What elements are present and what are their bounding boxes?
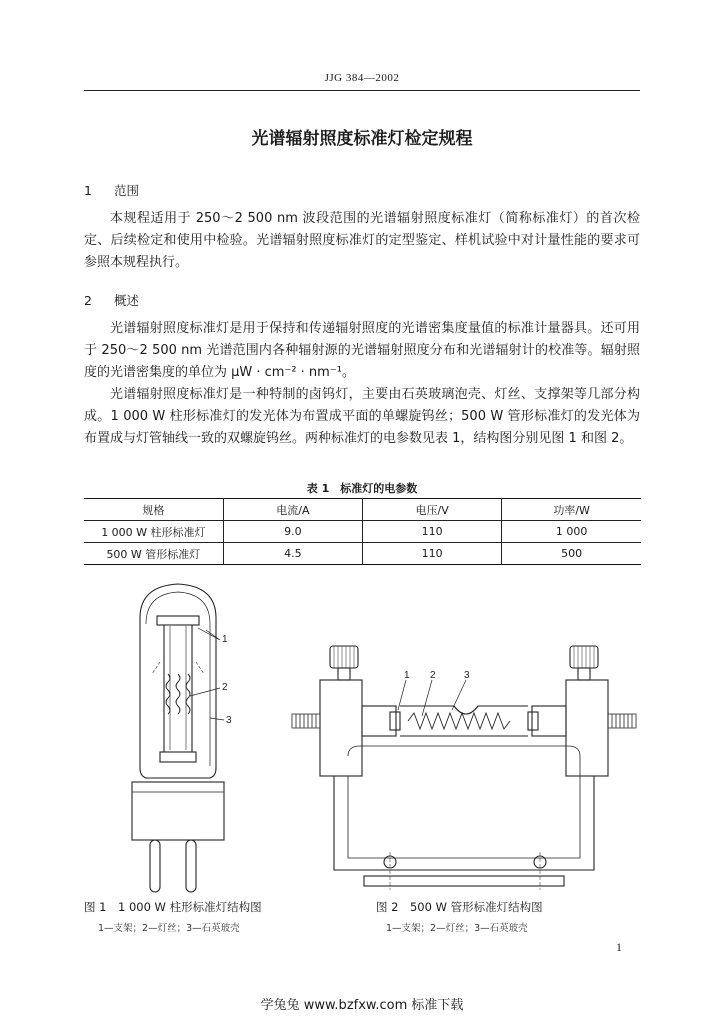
parameters-table: [84, 498, 641, 565]
figure-2-legend: 1—支架；2—灯丝；3—石英玻壳: [386, 923, 528, 934]
table-cell: 1 000: [502, 521, 641, 543]
filament-coil: [166, 674, 190, 714]
header-rule: [84, 90, 640, 91]
threaded-rod-left: [292, 714, 320, 728]
section-number: 2: [84, 293, 92, 308]
page-number: 1: [616, 940, 622, 954]
figure-1-drawing: [120, 578, 250, 894]
table-cell: 4.5: [223, 543, 362, 565]
document-title: 光谱辐射照度标准灯检定规程: [251, 129, 473, 149]
section-title: 概述: [114, 293, 140, 308]
table-cell: 110: [363, 543, 502, 565]
table-row: [84, 521, 641, 543]
table-cell: 500: [502, 543, 641, 565]
lamp-end-cap: [362, 706, 396, 736]
holder-frame: [334, 776, 594, 870]
table-cell: 500 W 管形标准灯: [84, 543, 223, 565]
callout-number: 2: [430, 670, 436, 681]
threaded-rod-right: [608, 714, 636, 728]
callout-number: 1: [404, 670, 410, 681]
standard-code: JJG 384—2002: [324, 72, 400, 84]
table-cell: 1 000 W 柱形标准灯: [84, 521, 223, 543]
base-pin: [150, 840, 160, 892]
column-header: 规格: [84, 499, 223, 521]
figure-1-legend: 1—支架；2—灯丝；3—石英玻壳: [98, 923, 240, 934]
column-header: 电流/A: [223, 499, 362, 521]
top-support: [157, 616, 199, 625]
section-2-heading: [84, 291, 139, 309]
section-2-paragraph-1: 光谱辐射照度标准灯是用于保持和传递辐射照度的光谱密集度量值的标准计量器具。还可用于 250～2 500 nm 光谱范围内各种辐射源的光谱辐射照度分布和光谱辐射计的校准等。辐射照度的光谱密集度的单位为 μW · cm⁻² · nm⁻¹。: [84, 321, 640, 380]
figure-2-caption: 图 2 500 W 管形标准灯结构图: [376, 900, 543, 914]
bracket-right: [566, 680, 608, 776]
callout-number: 2: [222, 682, 228, 693]
column-header: 功率/W: [502, 499, 641, 521]
table-caption: 表 1 标准灯的电参数: [306, 482, 418, 495]
quartz-tube: [400, 706, 528, 736]
glass-bulb-outline: [140, 584, 216, 778]
base-pin: [186, 840, 196, 892]
callout-number: 1: [222, 634, 228, 645]
table-cell: 110: [363, 521, 502, 543]
table-row: [84, 543, 641, 565]
section-1-heading: [84, 181, 139, 199]
section-number: 1: [84, 183, 92, 198]
callout-number: 3: [226, 715, 232, 726]
filament-coil: [408, 713, 510, 729]
figure-1-caption: 图 1 1 000 W 柱形标准灯结构图: [84, 900, 262, 914]
footer-watermark: 学兔兔 www.bzfxw.com 标准下载: [260, 998, 464, 1013]
bracket-left: [320, 680, 362, 776]
section-1-paragraph: 本规程适用于 250～2 500 nm 波段范围的光谱辐射照度标准灯（简称标准灯）的首次检定、后续检定和使用中检验。光谱辐射照度标准灯的定型鉴定、样机试验中对计量性能的要求可参照本规程执行。: [84, 211, 640, 270]
table-cell: 9.0: [223, 521, 362, 543]
column-header: 电压/V: [363, 499, 502, 521]
section-2-paragraph-2: 光谱辐射照度标准灯是一种特制的卤钨灯，主要由石英玻璃泡壳、灯丝、支撑架等几部分构成。1 000 W 柱形标准灯的发光体为布置成平面的单螺旋钨丝；500 W 管形标准灯的发光体为布置成与灯管轴线一致的双螺旋钨丝。两种标准灯的电参数见表 1，结构图分别见图 1 和图 2。: [84, 387, 640, 446]
lamp-end-cap: [532, 706, 566, 736]
figure-2-drawing: [290, 640, 640, 890]
bottom-support: [160, 752, 196, 762]
table-header-row: [84, 499, 641, 521]
callout-number: 3: [464, 670, 470, 681]
lamp-base: [132, 782, 224, 840]
section-title: 范围: [114, 183, 140, 198]
